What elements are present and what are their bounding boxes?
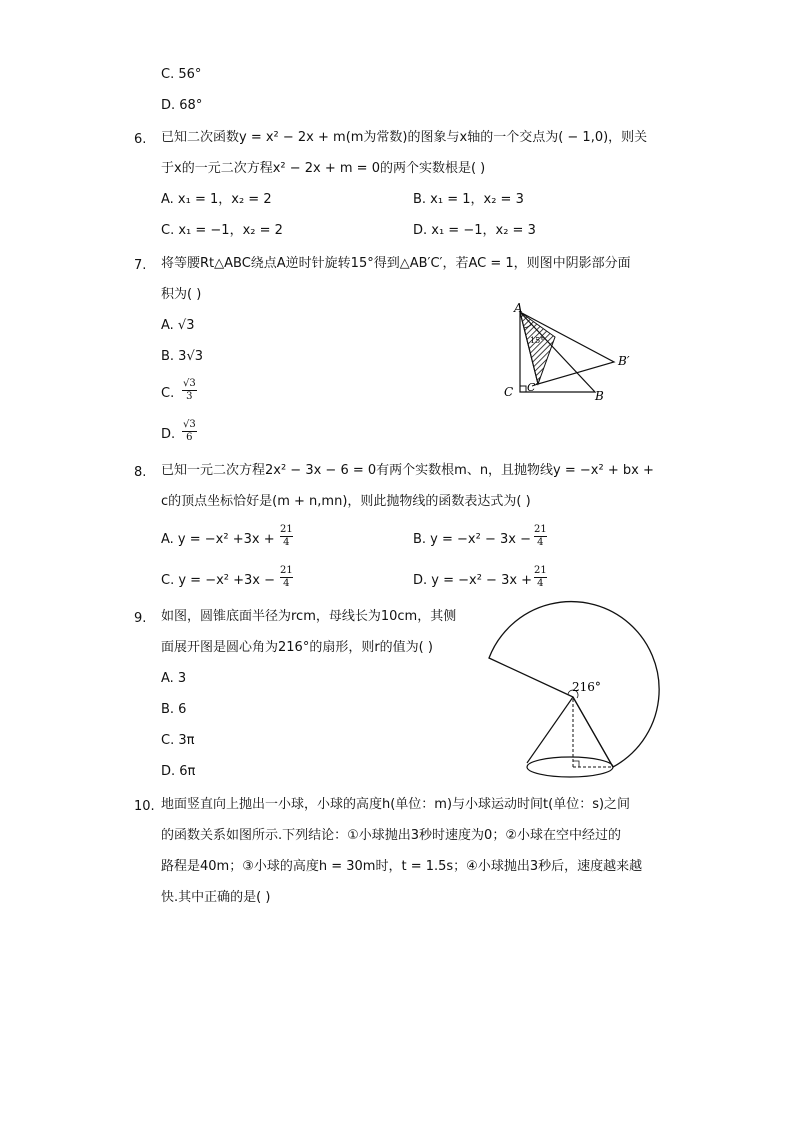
q8-number: 8.: [134, 465, 147, 480]
q8-option-a-text: A. y = −x² +3x +: [161, 532, 275, 547]
shaded-region: [520, 312, 555, 384]
fraction-denominator: 4: [537, 578, 544, 589]
fraction-denominator: 4: [283, 578, 290, 589]
q9-line-1: 如图，圆锥底面半径为rcm，母线长为10cm，其侧: [161, 609, 457, 624]
q9-option-c: C. 3π: [161, 733, 195, 748]
q10-line-4: 快.其中正确的是( ): [161, 890, 271, 905]
point-b-label: B: [595, 389, 604, 403]
fraction-numerator: √3: [183, 419, 196, 430]
q10-line-1: 地面竖直向上抛出一小球，小球的高度h(单位：m)与小球运动时间t(单位：s)之间: [161, 797, 631, 812]
q7-option-d-label: D.: [161, 427, 176, 442]
fraction-denominator: 3: [186, 391, 193, 402]
q8-option-b-text: B. y = −x² − 3x −: [413, 532, 531, 547]
fraction-numerator: 21: [280, 565, 293, 576]
q9-number: 9.: [134, 611, 147, 626]
q8-line-2: c的顶点坐标恰好是(m + n,mn)，则此抛物线的函数表达式为( ): [161, 494, 531, 509]
fraction-numerator: 21: [534, 524, 547, 535]
cone-slant-right: [573, 697, 613, 767]
q10-line-2: 的函数关系如图所示.下列结论：①小球抛出3秒时速度为0；②小球在空中经过的: [161, 828, 621, 843]
q10-number: 10.: [134, 799, 155, 814]
fraction-numerator: √3: [183, 378, 196, 389]
q6-line-1: 已知二次函数y = x² − 2x + m(m为常数)的图象与x轴的一个交点为( − 1,0)，则关: [161, 130, 648, 145]
q6-option-d: D. x₁ = −1，x₂ = 3: [413, 223, 536, 238]
q7-line-1: 将等腰Rt△ABC绕点A逆时针旋转15°得到△AB′C′，若AC = 1，则图中阴影部分面: [161, 256, 631, 271]
fraction-denominator: 4: [537, 537, 544, 548]
sector-angle-label: 216°: [572, 680, 601, 694]
fraction-denominator: 4: [283, 537, 290, 548]
q8-option-c-text: C. y = −x² +3x −: [161, 573, 276, 588]
point-a-label: A: [514, 301, 523, 315]
q6-option-b: B. x₁ = 1，x₂ = 3: [413, 192, 524, 207]
q8-line-1: 已知一元二次方程2x² − 3x − 6 = 0有两个实数根m、n，且抛物线y = −x² + bx +: [161, 463, 654, 478]
q7-option-a: A. √3: [161, 318, 195, 333]
fraction-numerator: 21: [280, 524, 293, 535]
q10-line-3: 路程是40m；③小球的高度h = 30m时，t = 1.5s；④小球抛出3秒后，速度越来越: [161, 859, 643, 874]
q5-option-c: C. 56°: [161, 67, 202, 82]
q8-option-d-text: D. y = −x² − 3x +: [413, 573, 533, 588]
q6-option-a: A. x₁ = 1，x₂ = 2: [161, 192, 272, 207]
q9-option-b: B. 6: [161, 702, 187, 717]
q6-line-2: 于x的一元二次方程x² − 2x + m = 0的两个实数根是( ): [161, 161, 486, 176]
q7-triangle-figure: [498, 300, 643, 408]
q6-number: 6.: [134, 132, 147, 147]
q7-option-c-fraction: [182, 378, 197, 403]
q8-option-d-fraction: [534, 565, 547, 590]
point-b-prime-label: B′: [618, 354, 630, 368]
q5-option-d: D. 68°: [161, 98, 203, 113]
point-c-label: C: [504, 385, 514, 399]
q7-option-c-label: C.: [161, 386, 175, 401]
point-c-prime-label: C′: [527, 381, 538, 394]
q8-option-c-fraction: [280, 565, 293, 590]
q7-number: 7.: [134, 258, 147, 273]
right-angle-mark: [573, 761, 579, 767]
right-angle-mark-c: [520, 386, 526, 392]
q7-option-b: B. 3√3: [161, 349, 204, 364]
cone-slant-left: [527, 697, 573, 763]
q9-cone-figure: [480, 600, 670, 790]
fraction-denominator: 6: [186, 432, 193, 443]
q7-line-2: 积为( ): [161, 287, 202, 302]
fraction-numerator: 21: [534, 565, 547, 576]
q9-option-d: D. 6π: [161, 764, 196, 779]
q9-line-2: 面展开图是圆心角为216°的扇形，则r的值为( ): [161, 640, 433, 655]
q7-option-d-fraction: [182, 419, 197, 444]
q8-option-b-fraction: [534, 524, 547, 549]
q6-option-c: C. x₁ = −1，x₂ = 2: [161, 223, 283, 238]
q9-option-a: A. 3: [161, 671, 187, 686]
q8-option-a-fraction: [280, 524, 293, 549]
angle-label: 15°: [530, 336, 545, 345]
